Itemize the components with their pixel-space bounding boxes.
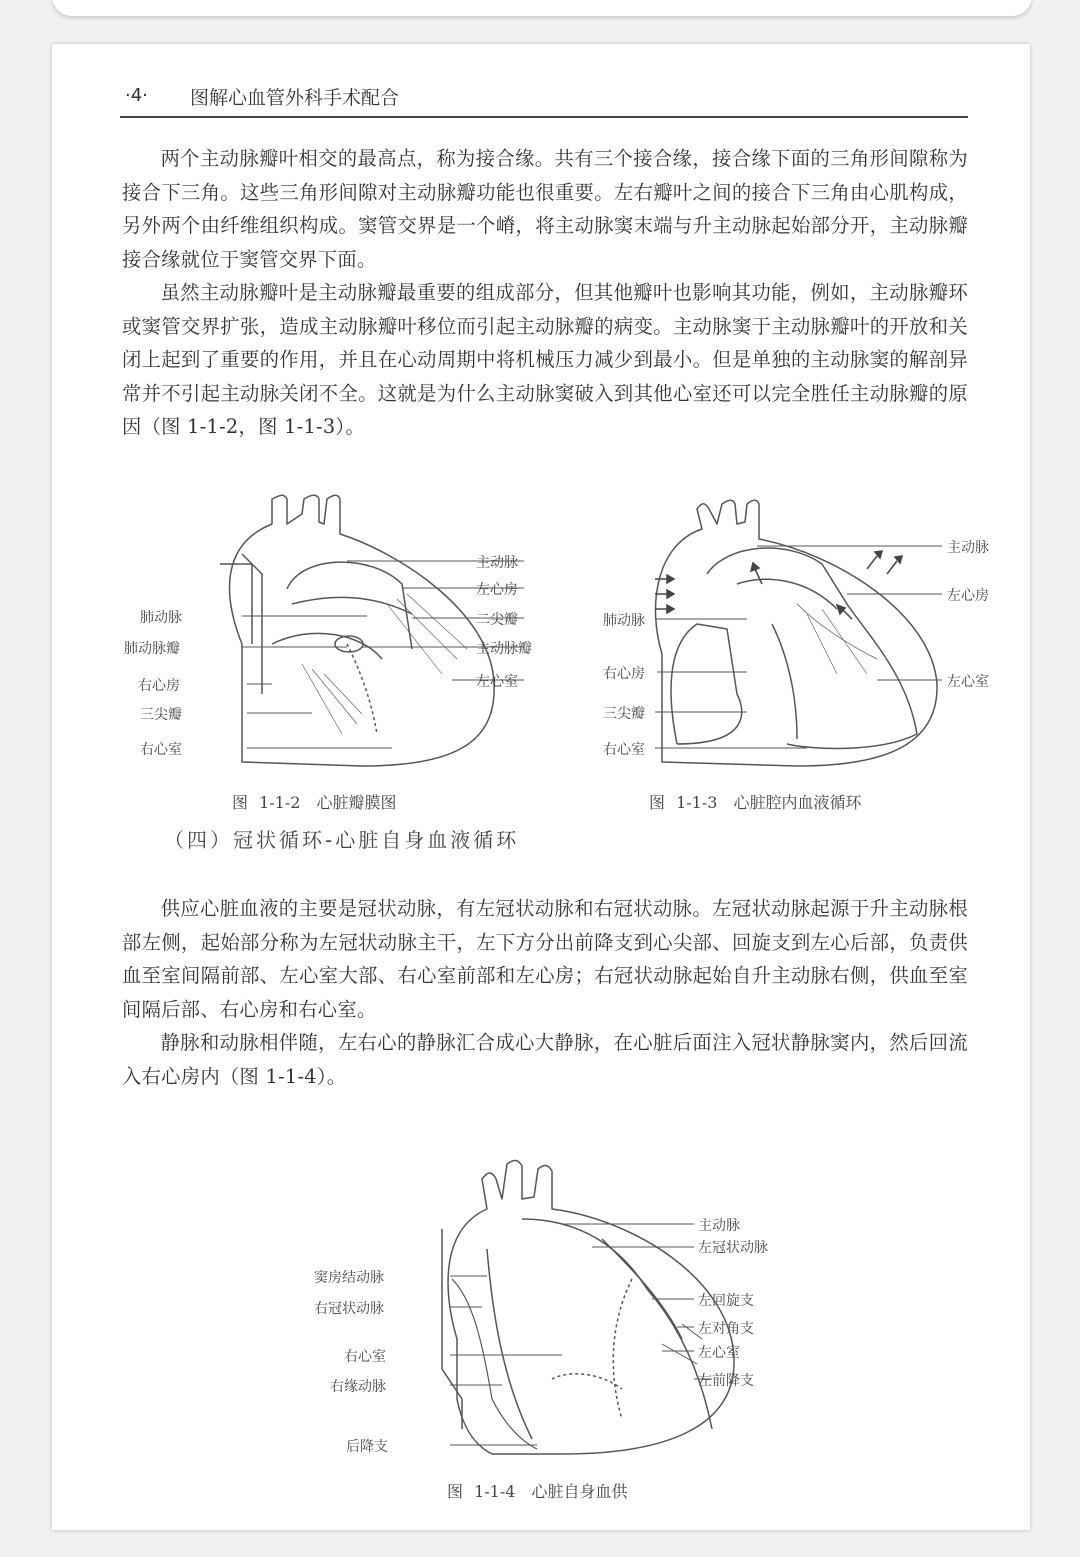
label-pulmonary-valve: 肺动脉瓣 [124, 641, 180, 657]
label-right-marginal-artery: 右缘动脉 [330, 1379, 386, 1395]
label-mitral-valve: 二尖瓣 [476, 612, 518, 628]
label-right-ventricle: 右心室 [344, 1349, 386, 1365]
paragraph: 静脉和动脉相伴随，左右心的静脉汇合成心大静脉，在心脏后面注入冠状静脉窦内，然后回流入右心房内（图 1-1-4）。 [122, 1031, 968, 1088]
paragraph: 两个主动脉瓣叶相交的最高点，称为接合缘。共有三个接合缘，接合缘下面的三角形间隙称为接合下三角。这些三角形间隙对主动脉瓣功能也很重要。左右瓣叶之间的接合下三角由心肌构成，另外两个由纤维组织构成。窦管交界是一个嵴，将主动脉窦末端与升主动脉起始部分开，主动脉瓣接合缘就位于窦管交界下面。 [122, 147, 968, 271]
previous-page-edge [52, 0, 1032, 16]
label-left-ventricle: 左心室 [476, 674, 518, 690]
label-sinoatrial-artery: 窦房结动脉 [314, 1270, 384, 1286]
label-tricuspid-valve: 三尖瓣 [603, 706, 645, 722]
figure-caption: 图 1-1-3 心脏腔内血液循环 [649, 793, 862, 812]
label-left-coronary-artery: 左冠状动脉 [698, 1240, 768, 1256]
label-left-circumflex: 左回旋支 [698, 1293, 754, 1309]
running-header [120, 82, 968, 118]
label-right-coronary-artery: 右冠状动脉 [314, 1301, 384, 1317]
label-left-ventricle: 左心室 [698, 1345, 740, 1361]
label-left-atrium: 左心房 [947, 588, 989, 604]
label-pulmonary-artery: 肺动脉 [603, 613, 645, 629]
label-aortic-valve: 主动脉瓣 [476, 641, 532, 657]
label-right-ventricle: 右心室 [603, 742, 645, 758]
label-right-atrium: 右心房 [603, 666, 645, 682]
paragraph: 虽然主动脉瓣叶是主动脉瓣最重要的组成部分，但其他瓣叶也影响其功能，例如，主动脉瓣环或窦管交界扩张，造成主动脉瓣叶移位而引起主动脉瓣的病变。主动脉窦于主动脉瓣叶的开放和关闭上起到了重要的作用，并且在心动周期中将机械压力减少到最小。但是单独的主动脉窦的解剖异常并不引起主动脉关闭不全。这就是为什么主动脉窦破入到其他心室还可以完全胜任主动脉瓣的原因（图 1-1-2，图 1-1-3）。 [122, 281, 968, 438]
body-text-bottom [122, 892, 968, 1093]
figure-coronary-supply [302, 1109, 802, 1501]
label-pulmonary-artery: 肺动脉 [140, 610, 182, 626]
document-page [52, 44, 1030, 1530]
label-right-ventricle: 右心室 [140, 742, 182, 758]
label-aorta: 主动脉 [476, 555, 518, 571]
figure-caption: 图 1-1-2 心脏瓣膜图 [232, 793, 397, 812]
body-text-top [122, 142, 968, 444]
label-left-anterior-descending: 左前降支 [698, 1373, 754, 1389]
label-left-atrium: 左心房 [476, 582, 518, 598]
coronary-supply-illustration [302, 1109, 802, 1469]
label-left-ventricle: 左心室 [947, 674, 989, 690]
figure-heart-blood-flow [547, 444, 989, 812]
figure-heart-valves [112, 444, 532, 812]
page-number: ·4· [125, 85, 148, 106]
label-posterior-descending: 后降支 [346, 1439, 388, 1455]
section-heading: （四）冠状循环-心脏自身血液循环 [164, 828, 520, 852]
label-aorta: 主动脉 [947, 540, 989, 556]
label-tricuspid-valve: 三尖瓣 [140, 707, 182, 723]
book-title: 图解心血管外科手术配合 [190, 87, 400, 109]
heart-blood-flow-illustration [547, 444, 967, 774]
figure-caption: 图 1-1-4 心脏自身血供 [447, 1482, 628, 1501]
label-right-atrium: 右心房 [138, 678, 180, 694]
label-left-diagonal: 左对角支 [698, 1321, 754, 1337]
label-aorta: 主动脉 [698, 1218, 740, 1234]
paragraph: 供应心脏血液的主要是冠状动脉，有左冠状动脉和右冠状动脉。左冠状动脉起源于升主动脉根部左侧，起始部分称为左冠状动脉主干，左下方分出前降支到心尖部、回旋支到左心后部，负责供血至室间隔前部、左心室大部、右心室前部和左心房；右冠状动脉起始自升主动脉右侧，供血至室间隔后部、右心房和右心室。 [122, 897, 968, 1021]
